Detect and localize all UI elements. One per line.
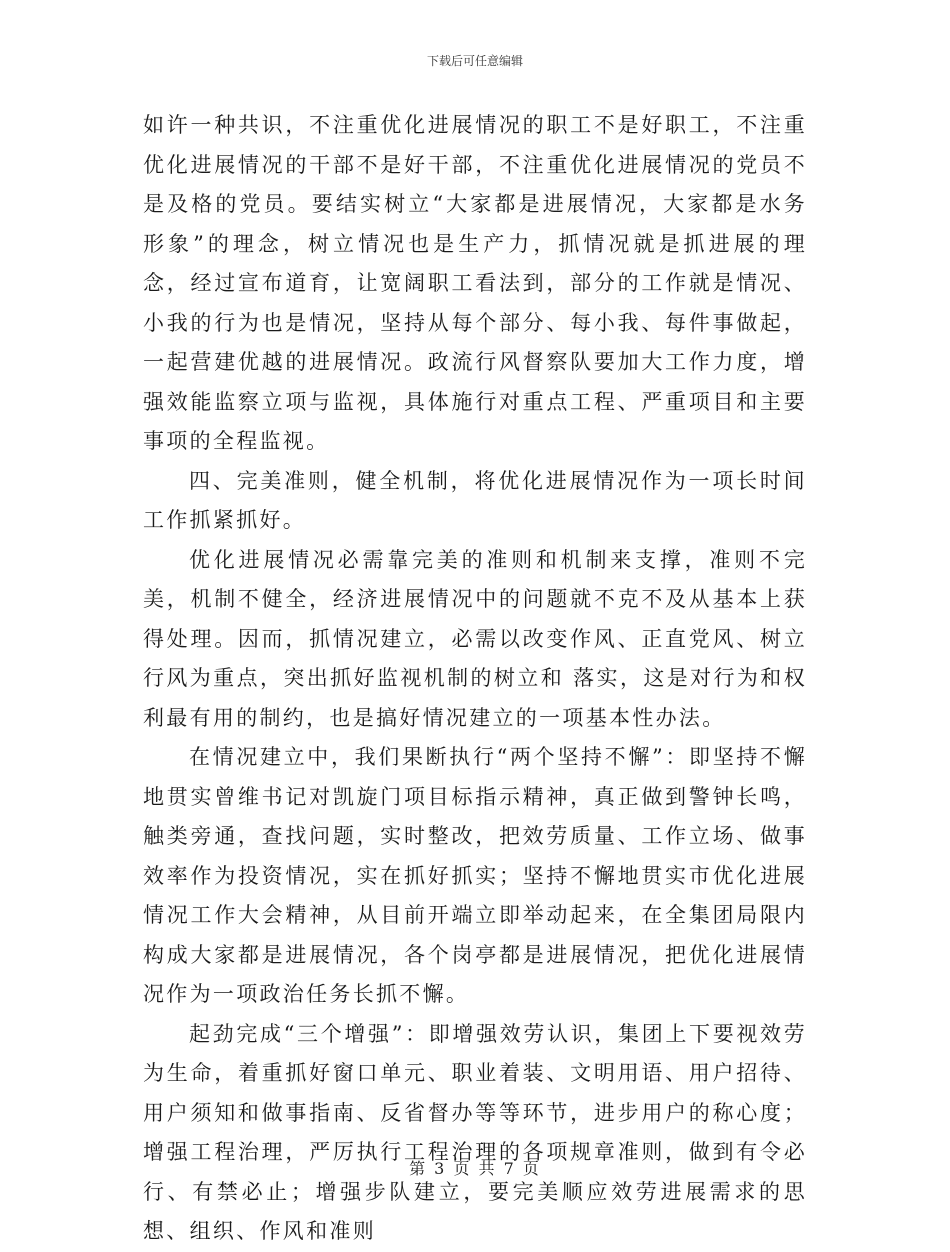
body-paragraph: 优化进展情况必需靠完美的准则和机制来支撑，准则不完美，机制不健全，经济进展情况中的问题就不克不及从基本上获得处理。因而，抓情况建立，必需以改变作风、正直党风、树立行风为重点，突出抓好监视机制的树立和 落实，这是对行为和权利最有用的制约，也是搞好情况建立的一项基本性办法。 [143,547,807,730]
body-paragraph: 如许一种共识，不注重优化进展情况的职工不是好职工，不注重优化进展情况的干部不是好干部，不注重优化进展情况的党员不是及格的党员。要结实树立“大家都是进展情况，大家都是水务形象”的理念，树立情况也是生产力，抓情况就是抓进展的理念，经过宣布道育，让宽阔职工看法到，部分的工作就是情况、小我的行为也是情况，坚持从每个部分、每小我、每件事做起，一起营建优越的进展情况。政流行风督察队要加大工作力度，增强效能监察立项与监视，具体施行对重点工程、严重项目和主要事项的全程监视。 [143,113,807,453]
page-header-note: 下载后可任意编辑 [426,54,523,68]
body-paragraph: 在情况建立中，我们果断执行“两个坚持不懈”：即坚持不懈地贯实曾维书记对凯旋门项目标指示精神，真正做到警钟长鸣，触类旁通，查找问题，实时整改，把效劳质量、工作立场、做事效率作为投资情况，实在抓好抓实；坚持不懈地贯实市优化进展情况工作大会精神，从目前开端立即举动起来，在全集团局限内构成大家都是进展情况，各个岗亭都是进展情况，把优化进展情况作为一项政治任务长抓不懈。 [143,745,807,1006]
body-paragraph: 起劲完成“三个增强”：即增强效劳认识，集团上下要视效劳为生命，着重抓好窗口单元、职业着装、文明用语、用户招待、用户须知和做事指南、反省督办等等环节，进步用户的称心度；增强工程治理，严厉执行工程治理的各项规章准则，做到有令必行、有禁必止；增强步队建立，要完美顺应效劳进展需求的思想、组织、作风和准则 [143,1021,807,1243]
section-heading-paragraph: 四、完美准则，健全机制，将优化进展情况作为一项长时间工作抓紧抓好。 [143,468,807,532]
page-number: 第 3 页 共 7 页 [409,1159,541,1178]
document-body [143,106,807,1252]
